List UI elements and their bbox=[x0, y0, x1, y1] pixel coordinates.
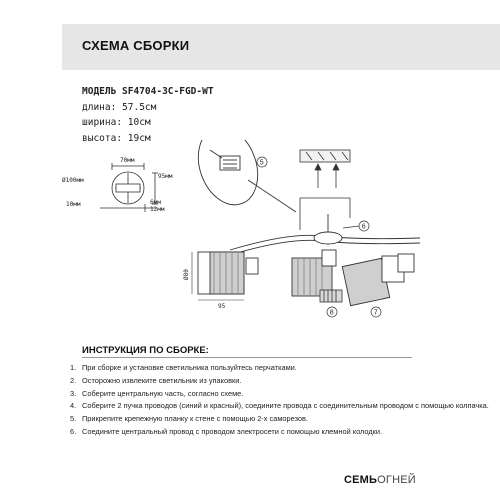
callout-6 bbox=[343, 221, 369, 231]
dim-diameter: Ø100мм bbox=[62, 177, 84, 184]
dim-bottom-right-1: 6мм bbox=[150, 199, 161, 206]
instructions-title: ИНСТРУКЦИЯ ПО СБОРКЕ: bbox=[82, 345, 209, 356]
spec-length: длина: 57.5см bbox=[82, 101, 157, 113]
svg-text:8: 8 bbox=[329, 309, 334, 317]
specs-block bbox=[82, 84, 302, 146]
shade-middle bbox=[292, 250, 336, 296]
list-item: 2. Осторожно извлеките светильник из упаковки. bbox=[70, 375, 242, 385]
assembly-diagram bbox=[60, 140, 500, 330]
brand-bold: СЕМЬ bbox=[344, 474, 378, 486]
instructions-list bbox=[70, 363, 490, 440]
dim-shade-width: 95 bbox=[218, 303, 226, 310]
wall-bracket bbox=[300, 150, 350, 230]
svg-text:5: 5 bbox=[259, 159, 264, 167]
svg-text:7: 7 bbox=[373, 309, 378, 317]
list-item: 6. Соедините центральный провод с проводом электросети с помощью клемной колодки. bbox=[70, 426, 383, 436]
spec-model: МОДЕЛЬ SF4704-3C-FGD-WT bbox=[82, 86, 214, 97]
brand-logo bbox=[344, 474, 416, 486]
spec-height: высота: 19см bbox=[82, 132, 151, 144]
callout-7 bbox=[371, 307, 381, 317]
dim-bottom-right-2: 12мм bbox=[150, 206, 165, 213]
dim-shade-height: Ø80 bbox=[183, 269, 190, 280]
list-item: 4. Соберите 2 пучка проводов (синий и красный), соедините провода с соединительным проводом с помощью колпачка. bbox=[70, 401, 489, 411]
dim-bottom-left: 10мм bbox=[66, 201, 81, 208]
instructions-divider bbox=[82, 357, 412, 358]
svg-text:6: 6 bbox=[361, 223, 366, 231]
list-item: 3. Соберите центральную часть, согласно схеме. bbox=[70, 388, 244, 398]
shade-left bbox=[192, 252, 258, 300]
brand-light: ОГНЕЙ bbox=[377, 474, 416, 486]
page-title: СХЕМА СБОРКИ bbox=[82, 38, 190, 53]
shade-right bbox=[342, 254, 414, 306]
list-item: 1. При сборке и установке светильника пользуйтесь перчатками. bbox=[70, 363, 297, 372]
callout-5 bbox=[257, 157, 267, 167]
lamp-detail bbox=[320, 290, 342, 302]
dim-height-right: 95мм bbox=[158, 173, 173, 180]
spec-width: ширина: 10см bbox=[82, 117, 151, 128]
callout-8 bbox=[327, 307, 337, 317]
center-rail bbox=[230, 214, 420, 255]
list-item: 5. Прикрепите крепежную планку к стене с помощью 2-х саморезов. bbox=[70, 414, 308, 424]
canopy-detail bbox=[188, 140, 296, 213]
dim-width-top: 70мм bbox=[120, 157, 135, 164]
